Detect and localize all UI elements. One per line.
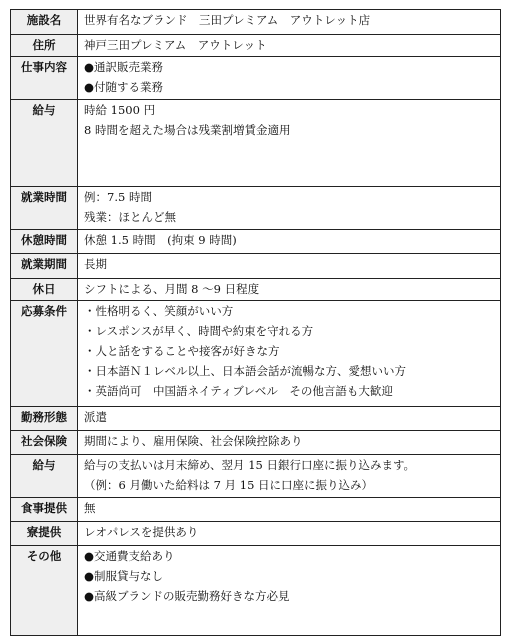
row-label: 施設名 [11,10,78,35]
row-label: 給与 [11,100,78,187]
value-line: ●付随する業務 [84,80,164,94]
table-row [11,522,501,546]
row-value [78,187,501,230]
value-line: 派遣 [84,410,107,424]
value-line: ・性格明るく、笑顔がいい方 [84,304,234,318]
value-line: ●制服貸与なし [84,569,164,583]
row-label: 食事提供 [11,498,78,522]
row-label: 社会保険 [11,431,78,455]
job-details-table [10,9,501,636]
value-line: 例：7.5 時間 [84,190,152,204]
table-row [11,57,501,100]
row-label: 就業時間 [11,187,78,230]
row-value [78,522,501,546]
table-row [11,100,501,187]
table-row [11,546,501,636]
value-line: 残業：ほとんど無 [84,210,176,224]
table-row [11,10,501,35]
row-value [78,230,501,254]
row-label: 仕事内容 [11,57,78,100]
table-row [11,498,501,522]
value-line: シフトによる、月間 8 〜9 日程度 [84,282,260,296]
row-value [78,254,501,279]
row-value [78,279,501,301]
value-line: ●高級ブランドの販売勤務好きな方必見 [84,589,290,603]
row-label: 応募条件 [11,301,78,407]
row-value [78,546,501,636]
row-value [78,301,501,407]
value-line: 8 時間を超えた場合は残業割増賃金適用 [84,123,291,137]
table-row [11,254,501,279]
row-label: 休日 [11,279,78,301]
value-line: ・レスポンスが早く、時間や約束を守れる方 [84,324,314,338]
row-value [78,431,501,455]
value-line: 時給 1500 円 [84,103,156,117]
row-value [78,57,501,100]
row-label: その他 [11,546,78,636]
table-row [11,187,501,230]
value-line: 給与の支払いは月末締め、翌月 15 日銀行口座に振り込みます。 [84,458,416,472]
value-line: （例：6 月働いた給料は 7 月 15 日に口座に振り込み） [84,478,374,492]
row-label: 就業期間 [11,254,78,279]
value-line: ・日本語Ｎ１レベル以上、日本語会話が流暢な方、愛想いい方 [84,364,406,378]
value-line: 無 [84,501,96,515]
row-label: 勤務形態 [11,407,78,431]
row-label: 寮提供 [11,522,78,546]
row-value [78,100,501,187]
table-row [11,431,501,455]
table-row [11,455,501,498]
table-row [11,279,501,301]
value-line: レオパレスを提供あり [84,525,199,539]
value-line: 長期 [84,257,107,271]
row-value [78,498,501,522]
row-label: 休憩時間 [11,230,78,254]
row-value [78,407,501,431]
value-line: ●通訳販売業務 [84,60,164,74]
table-row [11,301,501,407]
value-line: ・人と話をすることや接客が好きな方 [84,344,280,358]
table-row [11,230,501,254]
row-label: 給与 [11,455,78,498]
table-row [11,407,501,431]
value-line: ・英語尚可 中国語ネイティブレベル その他言語も大歓迎 [84,384,393,398]
row-value [78,10,501,35]
row-value [78,35,501,57]
row-label: 住所 [11,35,78,57]
value-line: 神戸三田プレミアム アウトレット [84,38,267,52]
value-line: 休憩 1.5 時間 (拘束 9 時間) [84,233,237,247]
value-line: ●交通費支給あり [84,549,175,563]
value-line: 世界有名なブランド 三田プレミアム アウトレット店 [84,13,371,27]
table-row [11,35,501,57]
job-details-body [11,10,501,636]
value-line: 期間により、雇用保険、社会保険控除あり [84,434,303,448]
row-value [78,455,501,498]
